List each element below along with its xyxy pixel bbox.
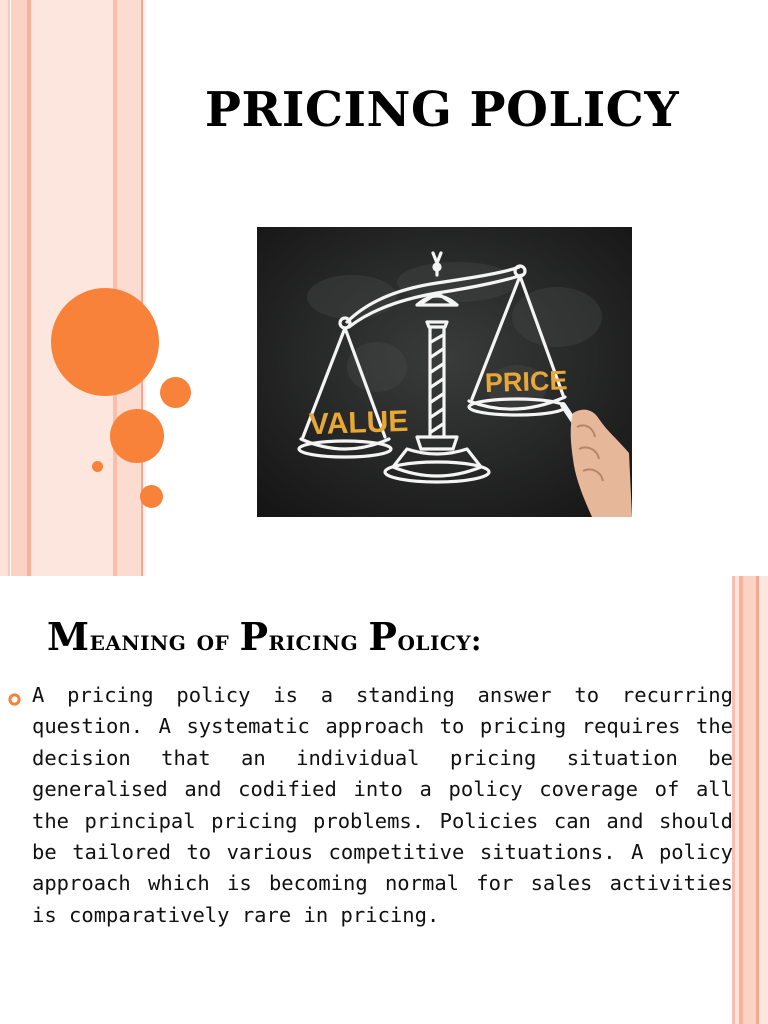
heading-text: eaning of [89, 624, 240, 657]
heading-initial: P [239, 614, 269, 659]
heading-initial: P [368, 614, 398, 659]
decorative-circle-tiny [92, 461, 103, 472]
price-pan-label: PRICE [484, 365, 568, 399]
decorative-circle-small [140, 485, 163, 508]
heading-initial: M [47, 614, 90, 659]
decorative-circle-small [160, 377, 191, 408]
decorative-stripe [8, 0, 10, 576]
decorative-circle-medium [110, 409, 164, 463]
scale-illustration [257, 227, 632, 517]
slide-title-text: PRICING POLICY [204, 82, 680, 138]
orange-ring-bullet-icon [8, 693, 21, 706]
section-heading [47, 614, 482, 659]
slide-meaning [0, 576, 768, 1024]
heading-text: ricing [268, 624, 369, 657]
decorative-stripe [0, 0, 8, 576]
decorative-stripe [11, 0, 27, 576]
heading-text: olicy: [397, 624, 482, 657]
decorative-stripe [117, 0, 141, 576]
decorative-circle-large [51, 288, 159, 396]
decorative-stripe [759, 576, 768, 1024]
definition-paragraph: A pricing policy is a standing answer to recurring question. A systematic approach to pricing requires the decision that an individual pricing situation be generalised and codified into a policy coverage of all the principal pricing problems. Policies can and should be tailored to various competitive situations. A policy approach which is becoming normal for sales activities is comparatively rare in pricing. [32, 683, 733, 927]
decorative-stripe [743, 576, 756, 1024]
value-pan-label: VALUE [308, 404, 409, 442]
